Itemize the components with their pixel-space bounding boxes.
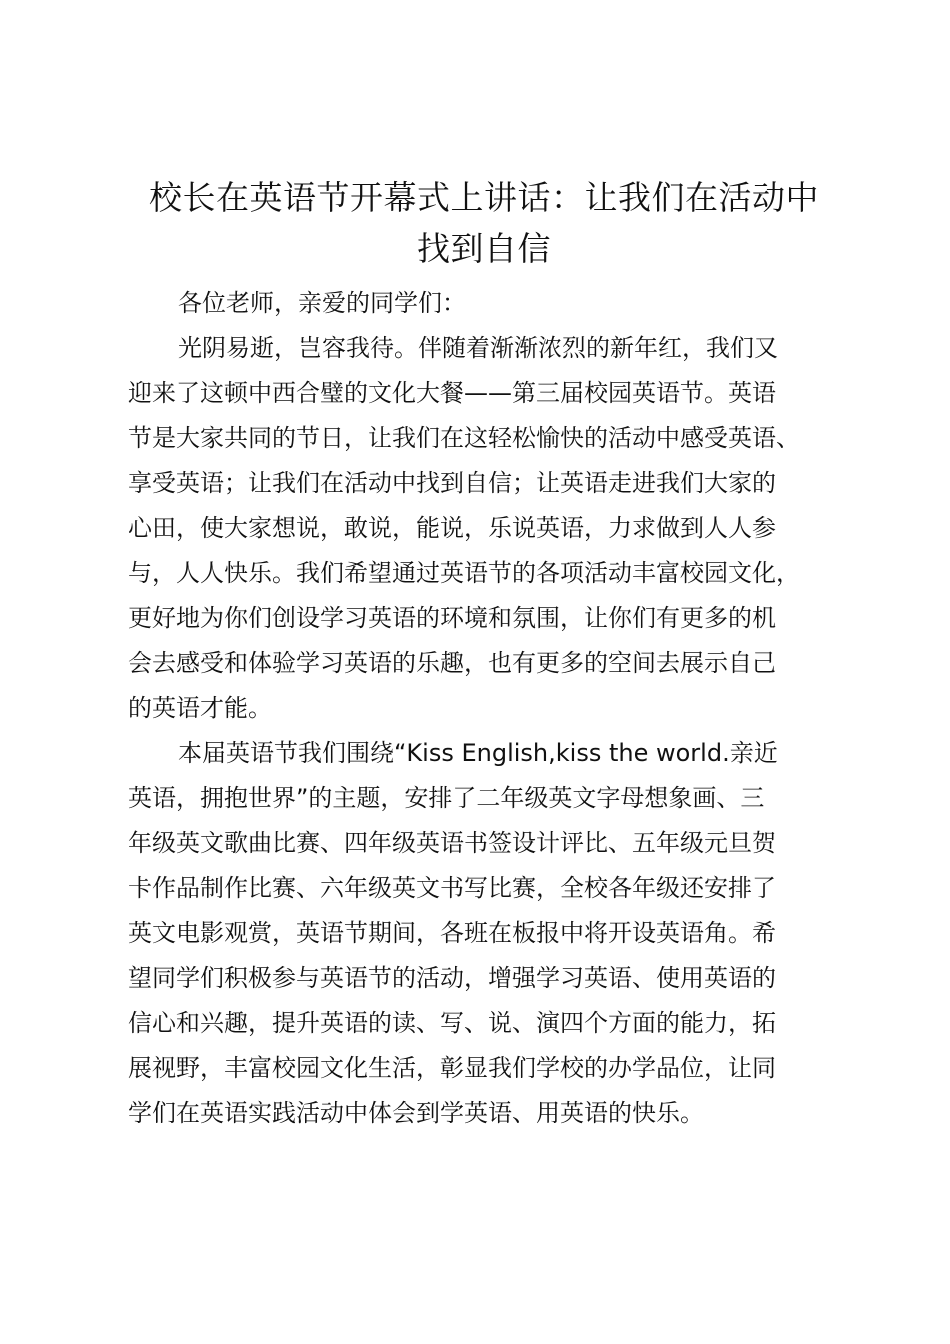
paragraph-line: 更好地为你们创设学习英语的环境和氛围，让你们有更多的机 xyxy=(128,604,776,632)
paragraph-line: 学们在英语实践活动中体会到学英语、用英语的快乐。 xyxy=(128,1099,704,1127)
paragraph-line: 本届英语节我们围绕“Kiss English,kiss the world.亲近 xyxy=(178,739,778,767)
paragraph-line: 与，人人快乐。我们希望通过英语节的各项活动丰富校园文化， xyxy=(128,559,800,587)
paragraph-line: 年级英文歌曲比赛、四年级英语书签设计评比、五年级元旦贺 xyxy=(128,829,776,857)
paragraph-line: 英语，拥抱世界”的主题，安排了二年级英文字母想象画、三 xyxy=(128,784,765,812)
paragraph xyxy=(128,731,840,1136)
paragraph-line: 望同学们积极参与英语节的活动，增强学习英语、使用英语的 xyxy=(128,964,776,992)
document-title xyxy=(128,172,840,274)
paragraph-line: 会去感受和体验学习英语的乐趣，也有更多的空间去展示自己 xyxy=(128,649,776,677)
paragraph-line: 光阴易逝，岂容我待。伴随着渐渐浓烈的新年红，我们又 xyxy=(178,334,778,362)
paragraph-line: 节是大家共同的节日，让我们在这轻松愉快的活动中感受英语、 xyxy=(128,424,800,452)
paragraph-line: 英文电影观赏，英语节期间，各班在板报中将开设英语角。希 xyxy=(128,919,776,947)
paragraph-line: 展视野，丰富校园文化生活，彰显我们学校的办学品位，让同 xyxy=(128,1054,776,1082)
document-page xyxy=(128,172,840,1136)
title-line: 校长在英语节开幕式上讲话：让我们在活动中 xyxy=(149,178,819,217)
paragraph-line: 信心和兴趣，提升英语的读、写、说、演四个方面的能力，拓 xyxy=(128,1009,776,1037)
paragraph-line: 的英语才能。 xyxy=(128,694,272,722)
paragraph-line: 享受英语；让我们在活动中找到自信；让英语走进我们大家的 xyxy=(128,469,776,497)
paragraph-line: 心田，使大家想说，敢说，能说，乐说英语，力求做到人人参 xyxy=(128,514,776,542)
title-line: 找到自信 xyxy=(417,229,551,268)
paragraph-line: 卡作品制作比赛、六年级英文书写比赛，全校各年级还安排了 xyxy=(128,874,776,902)
salutation: 各位老师，亲爱的同学们： xyxy=(178,289,466,317)
paragraph xyxy=(128,326,840,731)
paragraph-line: 迎来了这顿中西合璧的文化大餐——第三届校园英语节。英语 xyxy=(128,379,776,407)
